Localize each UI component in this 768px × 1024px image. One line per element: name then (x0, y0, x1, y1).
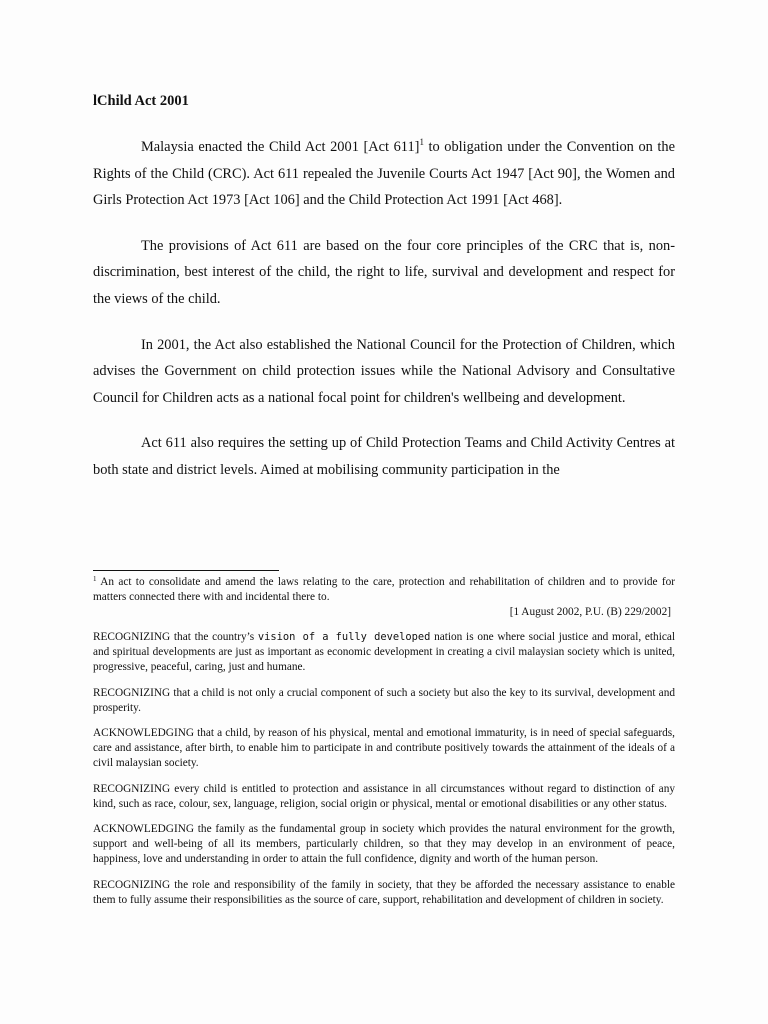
paragraph-4: Act 611 also requires the setting up of Child Protection Teams and Child Activity Centres at both state and district levels. Aimed at mobilising community participation in the (93, 435, 675, 478)
footnote-text: An act to consolidate and amend the laws relating to the care, protection and rehabilitation of children and to provide for matters connected there with and incidental there to. (93, 576, 675, 603)
recital-4: RECOGNIZING every child is entitled to protection and assistance in all circumstances without regard to distinction of any kind, such as race, colour, sex, language, religion, social origin or physical, mental or emotional disabilities or any other status. (93, 782, 675, 810)
paragraph-1-text-a: Malaysia enacted the Child Act 2001 [Act 611] (141, 139, 420, 155)
page-title: lChild Act 2001 (93, 93, 189, 109)
recital-5: ACKNOWLEDGING the family as the fundamental group in society which provides the natural environment for the growth, support and well-being of all its members, particularly children, so that they may develop in an environment of peace, happiness, love and understanding in order to attain the full confidence, dignity and worth of the human person. (93, 823, 675, 865)
recital-1-text-b: nation is one where social justice and moral, ethical and spiritual developments are just as important as economic development in creating a civil malaysian society which is united, progressive, peaceful, caring, just and humane. (93, 631, 675, 673)
body-text (93, 134, 675, 503)
footnote-separator (93, 570, 279, 571)
recital-1-text-a: RECOGNIZING that the country’s (93, 631, 258, 644)
recital-2: RECOGNIZING that a child is not only a crucial component of such a society but also the key to its survival, development and prosperity. (93, 686, 675, 714)
footnote-citation: [1 August 2002, P.U. (B) 229/2002] (509, 605, 671, 618)
footnote-1 (93, 575, 675, 605)
footnote-area (93, 575, 675, 907)
recital-1-mono-text: vision of a fully developed (257, 631, 431, 644)
recital-6: RECOGNIZING the role and responsibility of the family in society, that they be afforded the necessary assistance to enable them to fully assume their responsibilities as the source of care, support, rehabilitation and development of children in society. (93, 878, 675, 906)
footnote-mark: 1 (93, 575, 97, 583)
recital-1 (93, 630, 675, 674)
footnote-reference-mark: 1 (419, 137, 424, 147)
paragraph-3: In 2001, the Act also established the National Council for the Protection of Children, which advises the Government on child protection issues while the National Advisory and Consultative Council for Children acts as a national focal point for children's wellbeing and development. (93, 336, 675, 406)
paragraph-2: The provisions of Act 611 are based on the four core principles of the CRC that is, non-discrimination, best interest of the child, the right to life, survival and development and respect for the views of the child. (93, 237, 675, 307)
paragraph-1 (93, 134, 675, 214)
recital-3: ACKNOWLEDGING that a child, by reason of his physical, mental and emotional immaturity, is in need of special safeguards, care and assistance, after birth, to enable him to participate in and contribute positively towards the attainment of the ideals of a civil malaysian society. (93, 727, 675, 769)
paragraph-1-text-b: to obligation under the Convention on the Rights of the Child (CRC). Act 611 repealed the Juvenile Courts Act 1947 [Act 90], the Women and Girls Protection Act 1973 [Act 106] and the Child Protection Act 1991 [Act 468]. (93, 139, 675, 209)
